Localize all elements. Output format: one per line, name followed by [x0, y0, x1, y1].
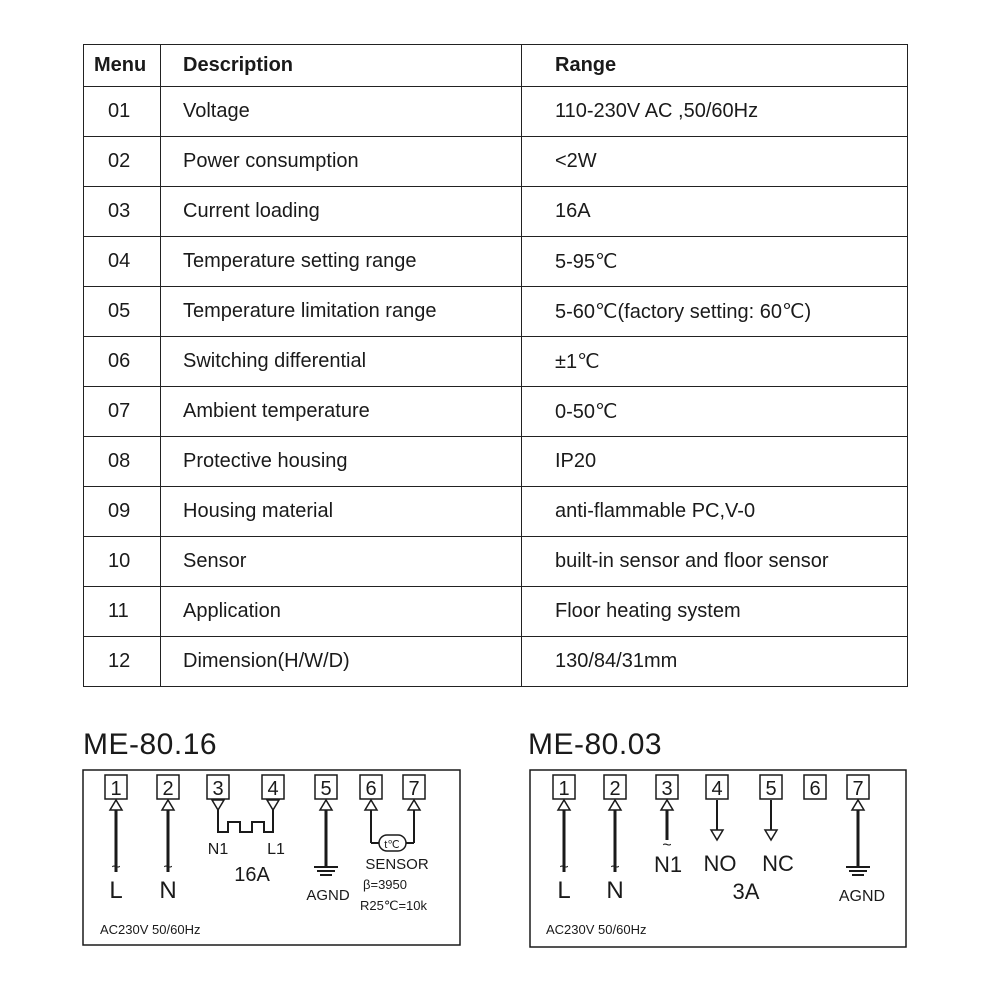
- arrow-up-icon: [110, 800, 122, 810]
- arrow-up-icon: [609, 800, 621, 810]
- arrow-down-icon: [267, 800, 279, 810]
- range-cell: anti-flammable PC,V-0: [522, 487, 908, 537]
- heating-element-icon: [218, 810, 273, 832]
- description-cell: Temperature limitation range: [161, 287, 522, 337]
- description-cell: Dimension(H/W/D): [161, 637, 522, 687]
- range-cell: 110-230V AC ,50/60Hz: [522, 87, 908, 137]
- arrow-down-icon: [711, 830, 723, 840]
- range-cell: 0-50℃: [522, 387, 908, 437]
- svg-text:~: ~: [662, 837, 672, 854]
- range-cell: Floor heating system: [522, 587, 908, 637]
- load-current: 16A: [234, 864, 270, 886]
- terminal-4: [262, 775, 284, 800]
- terminal-5: [315, 775, 337, 800]
- arrow-up-icon: [320, 800, 332, 810]
- svg-text:~: ~: [559, 859, 569, 876]
- terminal-5: [760, 775, 782, 800]
- supply-label: AC230V 50/60Hz: [546, 922, 647, 937]
- menu-cell: 07: [84, 387, 161, 437]
- terminal-6: [804, 775, 826, 800]
- menu-cell: 10: [84, 537, 161, 587]
- description-cell: Power consumption: [161, 137, 522, 187]
- supply-label: AC230V 50/60Hz: [100, 922, 201, 937]
- header-menu: Menu: [84, 45, 161, 87]
- terminal-3: [207, 775, 229, 800]
- label-l1: L1: [267, 841, 285, 858]
- svg-text:3: 3: [212, 778, 224, 800]
- svg-text:4: 4: [267, 778, 279, 800]
- sensor-resistance: R25℃=10k: [360, 898, 427, 913]
- terminal-6: [360, 775, 382, 800]
- sensor-symbol: t℃: [384, 839, 400, 851]
- sensor-beta: β=3950: [363, 877, 407, 892]
- menu-cell: 06: [84, 337, 161, 387]
- range-cell: ±1℃: [522, 337, 908, 387]
- terminal-1: [553, 775, 575, 800]
- label-agnd: AGND: [306, 887, 350, 904]
- svg-text:~: ~: [111, 859, 121, 876]
- range-cell: <2W: [522, 137, 908, 187]
- range-cell: built-in sensor and floor sensor: [522, 537, 908, 587]
- ground-icon: [314, 867, 338, 875]
- sensor-label: SENSOR: [365, 856, 429, 873]
- menu-cell: 11: [84, 587, 161, 637]
- arrow-up-icon: [661, 800, 673, 810]
- terminal-1: [105, 775, 127, 800]
- svg-text:2: 2: [162, 778, 174, 800]
- description-cell: Protective housing: [161, 437, 522, 487]
- arrow-up-icon: [365, 800, 377, 810]
- header-range: Range: [522, 45, 908, 87]
- range-cell: 16A: [522, 187, 908, 237]
- svg-text:2: 2: [609, 778, 621, 800]
- menu-cell: 03: [84, 187, 161, 237]
- label-line-l: L: [109, 877, 123, 904]
- svg-text:5: 5: [765, 778, 777, 800]
- description-cell: Temperature setting range: [161, 237, 522, 287]
- arrow-up-icon: [162, 800, 174, 810]
- svg-text:6: 6: [809, 778, 821, 800]
- menu-cell: 02: [84, 137, 161, 187]
- menu-cell: 05: [84, 287, 161, 337]
- svg-text:4: 4: [711, 778, 723, 800]
- label-nc: NC: [762, 851, 794, 876]
- terminal-2: [157, 775, 179, 800]
- svg-text:1: 1: [558, 778, 570, 800]
- svg-text:6: 6: [365, 778, 377, 800]
- menu-cell: 09: [84, 487, 161, 537]
- arrow-down-icon: [212, 800, 224, 810]
- label-agnd: AGND: [838, 888, 886, 905]
- menu-cell: 04: [84, 237, 161, 287]
- arrow-up-icon: [558, 800, 570, 810]
- menu-cell: 08: [84, 437, 161, 487]
- description-cell: Sensor: [161, 537, 522, 587]
- model-title-left: ME-80.16: [83, 728, 218, 761]
- terminal-7: [403, 775, 425, 800]
- label-line-l: L: [557, 877, 571, 904]
- description-cell: Ambient temperature: [161, 387, 522, 437]
- terminal-3: [656, 775, 678, 800]
- diagram-left: [83, 770, 460, 945]
- svg-text:7: 7: [408, 778, 420, 800]
- svg-text:~: ~: [163, 859, 173, 876]
- arrow-up-icon: [852, 800, 864, 810]
- description-cell: Switching differential: [161, 337, 522, 387]
- description-cell: Application: [161, 587, 522, 637]
- label-n1: N1: [207, 841, 229, 858]
- svg-text:3: 3: [661, 778, 673, 800]
- svg-text:~: ~: [610, 859, 620, 876]
- label-neutral-n: N: [606, 877, 624, 904]
- model-title-right: ME-80.03: [528, 728, 663, 761]
- range-cell: IP20: [522, 437, 908, 487]
- menu-cell: 01: [84, 87, 161, 137]
- terminal-7: [847, 775, 869, 800]
- label-neutral-n: N: [159, 877, 177, 904]
- menu-cell: 12: [84, 637, 161, 687]
- label-n1: N1: [653, 852, 683, 877]
- header-description: Description: [161, 45, 522, 87]
- svg-text:7: 7: [852, 778, 864, 800]
- terminal-2: [604, 775, 626, 800]
- diagram-right: [530, 770, 906, 947]
- svg-text:5: 5: [320, 778, 332, 800]
- label-no: NO: [703, 851, 737, 876]
- range-cell: 5-95℃: [522, 237, 908, 287]
- arrow-up-icon: [408, 800, 420, 810]
- description-cell: Housing material: [161, 487, 522, 537]
- range-cell: 130/84/31mm: [522, 637, 908, 687]
- description-cell: Voltage: [161, 87, 522, 137]
- range-cell: 5-60℃(factory setting: 60℃): [522, 287, 908, 337]
- ground-icon: [846, 867, 870, 875]
- svg-text:1: 1: [110, 778, 122, 800]
- load-current: 3A: [732, 879, 760, 904]
- arrow-down-icon: [765, 830, 777, 840]
- terminal-4: [706, 775, 728, 800]
- description-cell: Current loading: [161, 187, 522, 237]
